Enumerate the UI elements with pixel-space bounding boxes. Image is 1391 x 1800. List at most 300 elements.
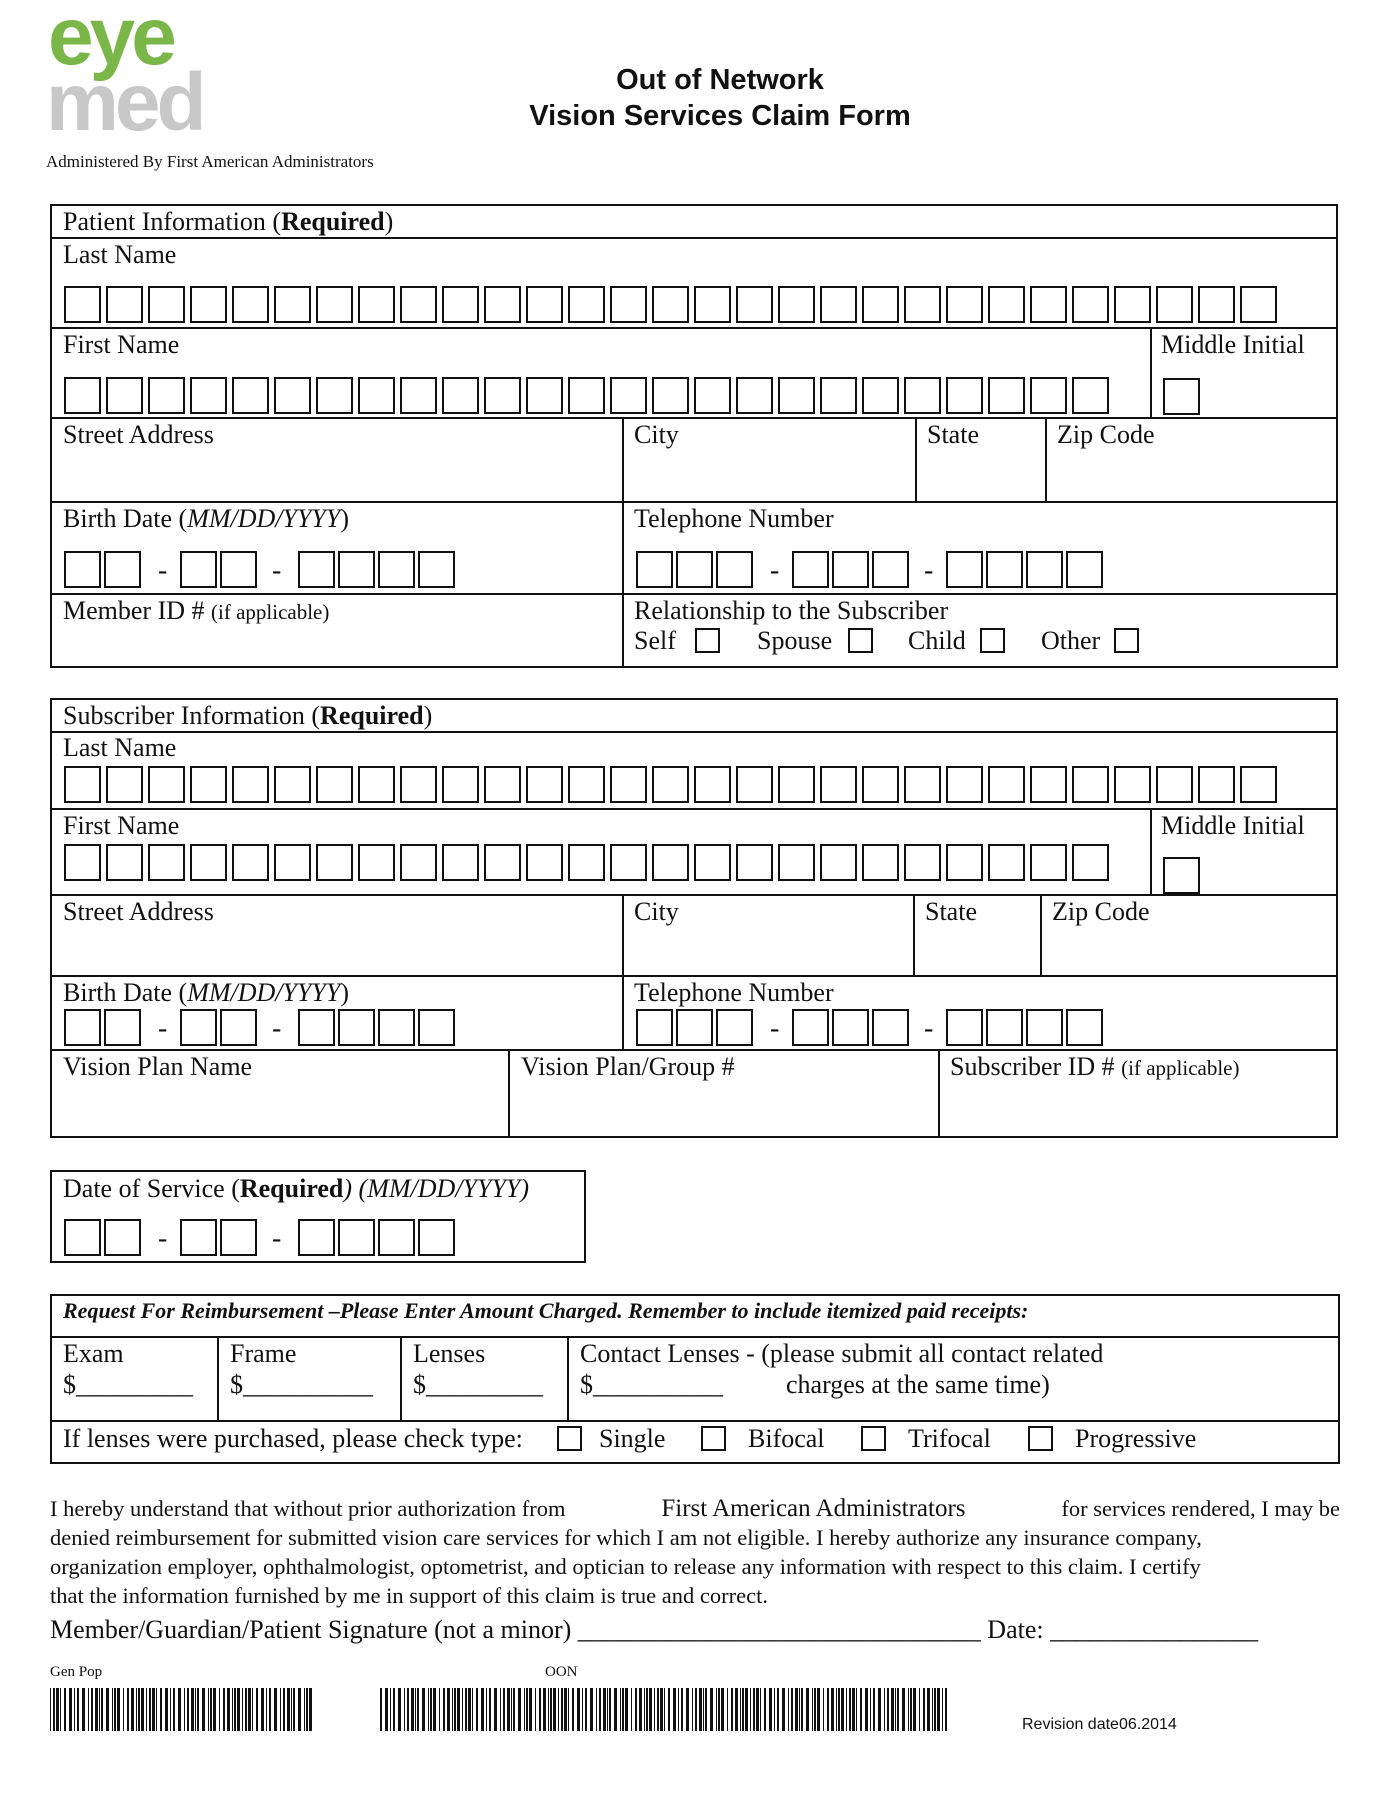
- barcode-bar: [753, 1688, 755, 1731]
- letter-box[interactable]: [652, 286, 689, 323]
- barcode-bar: [261, 1688, 264, 1731]
- letter-box[interactable]: [358, 844, 395, 881]
- subscriber-telephone-label: Telephone Number: [634, 978, 834, 1007]
- barcode-bar: [160, 1688, 162, 1731]
- letter-box[interactable]: [610, 844, 647, 881]
- barcode-bar: [742, 1688, 744, 1731]
- barcode-bar: [511, 1688, 512, 1731]
- rel-self-checkbox[interactable]: [695, 628, 720, 653]
- letter-box[interactable]: [316, 286, 353, 323]
- barcode-bar: [428, 1688, 429, 1731]
- barcode-bar: [635, 1688, 637, 1731]
- separator-dash: -: [770, 1013, 780, 1044]
- letter-box[interactable]: [442, 377, 479, 414]
- letter-box[interactable]: [484, 766, 521, 803]
- barcode-bar: [77, 1688, 79, 1731]
- letter-box[interactable]: [358, 377, 395, 414]
- authorization-line: that the information furnished by me in support of this claim is true and correct.: [50, 1583, 768, 1608]
- letter-box[interactable]: [862, 766, 899, 803]
- divider: [50, 894, 1338, 896]
- barcode-bar: [806, 1688, 809, 1731]
- barcode-bar: [187, 1688, 189, 1731]
- patient-middle-initial-box[interactable]: [1163, 378, 1200, 415]
- letter-box[interactable]: [904, 377, 941, 414]
- barcode-bar: [447, 1688, 450, 1731]
- letter-box[interactable]: [946, 377, 983, 414]
- logo-med-text: med: [46, 57, 203, 134]
- date-digit-box[interactable]: [418, 551, 455, 588]
- birth-date-format: MM/DD/YYYY: [187, 978, 341, 1007]
- letter-box[interactable]: [820, 766, 857, 803]
- rel-self-label: Self: [634, 626, 676, 655]
- barcode-bar: [173, 1688, 175, 1731]
- letter-box[interactable]: [64, 844, 101, 881]
- phone-digit-box[interactable]: [792, 1009, 829, 1046]
- letter-box[interactable]: [610, 766, 647, 803]
- letter-box[interactable]: [106, 377, 143, 414]
- date-digit-box[interactable]: [220, 1009, 257, 1046]
- barcode-bar: [860, 1688, 862, 1731]
- barcode-bar: [841, 1688, 844, 1731]
- letter-box[interactable]: [190, 766, 227, 803]
- divider: [508, 1049, 510, 1138]
- barcode-bar: [178, 1688, 181, 1731]
- phone-digit-box[interactable]: [986, 551, 1023, 588]
- barcode-bar: [823, 1688, 824, 1731]
- phone-digit-box[interactable]: [1026, 551, 1063, 588]
- barcode-bar: [564, 1688, 567, 1731]
- barcode-bar: [131, 1688, 134, 1731]
- barcode-bar: [582, 1688, 583, 1731]
- barcode-bar: [287, 1688, 290, 1731]
- letter-box[interactable]: [442, 844, 479, 881]
- letter-box[interactable]: [736, 844, 773, 881]
- bifocal-lens-checkbox[interactable]: [701, 1426, 726, 1451]
- phone-digit-box[interactable]: [1026, 1009, 1063, 1046]
- letter-box[interactable]: [652, 766, 689, 803]
- letter-box[interactable]: [358, 286, 395, 323]
- letter-box[interactable]: [400, 844, 437, 881]
- phone-digit-box[interactable]: [1066, 551, 1103, 588]
- contact-lenses-amount-field[interactable]: $__________: [580, 1370, 723, 1399]
- birth-date-text: Birth Date (: [63, 504, 188, 533]
- signature-line[interactable]: Member/Guardian/Patient Signature (not a minor) _______________________________ Date: ________________: [50, 1615, 1259, 1644]
- barcode-bar: [599, 1688, 601, 1731]
- letter-box[interactable]: [232, 844, 269, 881]
- date-digit-box[interactable]: [104, 551, 141, 588]
- subscriber-birth-date-label: Birth Date (MM/DD/YYYY): [63, 978, 350, 1007]
- letter-box[interactable]: [148, 766, 185, 803]
- birth-date-format: MM/DD/YYYY: [187, 504, 341, 533]
- barcode-bar: [902, 1688, 905, 1731]
- date-digit-box[interactable]: [378, 1009, 415, 1046]
- date-digit-box[interactable]: [180, 1219, 217, 1256]
- barcode-bar: [149, 1688, 151, 1731]
- letter-box[interactable]: [526, 377, 563, 414]
- letter-box[interactable]: [274, 766, 311, 803]
- barcode-bar: [937, 1688, 940, 1731]
- letter-box[interactable]: [862, 286, 899, 323]
- barcode-bar: [769, 1688, 772, 1731]
- barcode-bar: [923, 1688, 925, 1731]
- barcode-bar: [476, 1688, 478, 1731]
- phone-digit-box[interactable]: [676, 551, 713, 588]
- date-digit-box[interactable]: [64, 551, 101, 588]
- letter-box[interactable]: [988, 286, 1025, 323]
- divider: [50, 501, 1338, 503]
- letter-box[interactable]: [1198, 766, 1235, 803]
- letter-box[interactable]: [1030, 286, 1067, 323]
- barcode-bar: [494, 1688, 497, 1731]
- letter-box[interactable]: [862, 844, 899, 881]
- letter-box[interactable]: [694, 377, 731, 414]
- letter-box[interactable]: [904, 286, 941, 323]
- barcode-bar: [266, 1688, 267, 1731]
- date-digit-box[interactable]: [64, 1219, 101, 1256]
- date-digit-box[interactable]: [418, 1219, 455, 1256]
- barcode-bar: [101, 1688, 103, 1731]
- subscriber-middle-initial-box[interactable]: [1163, 857, 1200, 894]
- rel-spouse-checkbox[interactable]: [848, 628, 873, 653]
- barcode-bar: [242, 1688, 243, 1731]
- letter-box[interactable]: [526, 844, 563, 881]
- subscriber-city-label: City: [634, 897, 679, 926]
- date-digit-box[interactable]: [378, 551, 415, 588]
- date-digit-box[interactable]: [220, 551, 257, 588]
- date-digit-box[interactable]: [298, 1009, 335, 1046]
- letter-box[interactable]: [1198, 286, 1235, 323]
- exam-label: Exam: [63, 1339, 124, 1368]
- phone-digit-box[interactable]: [636, 551, 673, 588]
- barcode-bar: [620, 1688, 621, 1731]
- patient-first-name-label: First Name: [63, 330, 180, 359]
- section-close: ): [384, 207, 394, 236]
- letter-box[interactable]: [1072, 844, 1109, 881]
- barcode-bar: [457, 1688, 460, 1731]
- letter-box[interactable]: [694, 766, 731, 803]
- letter-box[interactable]: [484, 286, 521, 323]
- vision-plan-group-label: Vision Plan/Group #: [521, 1052, 735, 1081]
- letter-box[interactable]: [1072, 286, 1109, 323]
- letter-box[interactable]: [190, 844, 227, 881]
- patient-middle-initial-label: Middle Initial: [1161, 330, 1305, 359]
- letter-box[interactable]: [316, 844, 353, 881]
- letter-box[interactable]: [568, 377, 605, 414]
- phone-digit-box[interactable]: [792, 551, 829, 588]
- letter-box[interactable]: [820, 844, 857, 881]
- barcode-bar: [293, 1688, 295, 1731]
- letter-box[interactable]: [400, 377, 437, 414]
- date-digit-box[interactable]: [64, 1009, 101, 1046]
- phone-digit-box[interactable]: [872, 1009, 909, 1046]
- exam-amount-field[interactable]: $_________: [63, 1370, 193, 1399]
- phone-digit-box[interactable]: [872, 551, 909, 588]
- barcode-bar: [123, 1688, 124, 1731]
- barcode-bar: [306, 1688, 308, 1731]
- revision-date: Revision date06.2014: [1022, 1716, 1177, 1733]
- letter-box[interactable]: [64, 377, 101, 414]
- barcode-bar: [481, 1688, 484, 1731]
- letter-box[interactable]: [232, 377, 269, 414]
- barcode-bar: [526, 1688, 528, 1731]
- lenses-amount-field[interactable]: $_________: [413, 1370, 543, 1399]
- frame-amount-field[interactable]: $__________: [230, 1370, 373, 1399]
- barcode-bar: [82, 1688, 85, 1731]
- letter-box[interactable]: [946, 766, 983, 803]
- patient-telephone-label: Telephone Number: [634, 504, 834, 533]
- barcode-bar: [849, 1688, 851, 1731]
- letter-box[interactable]: [274, 844, 311, 881]
- letter-box[interactable]: [820, 286, 857, 323]
- barcode-bar: [695, 1688, 697, 1731]
- date-digit-box[interactable]: [220, 1219, 257, 1256]
- date-digit-box[interactable]: [180, 1009, 217, 1046]
- barcode-bar: [631, 1688, 632, 1731]
- letter-box[interactable]: [1030, 844, 1067, 881]
- letter-box[interactable]: [232, 766, 269, 803]
- barcode-bar: [649, 1688, 652, 1731]
- phone-digit-box[interactable]: [986, 1009, 1023, 1046]
- auth-company: First American Administrators: [661, 1495, 966, 1522]
- letter-box[interactable]: [64, 766, 101, 803]
- letter-box[interactable]: [358, 766, 395, 803]
- separator-dash: -: [158, 555, 168, 586]
- phone-digit-box[interactable]: [946, 1009, 983, 1046]
- phone-digit-box[interactable]: [716, 551, 753, 588]
- letter-box[interactable]: [1072, 766, 1109, 803]
- divider: [915, 417, 917, 501]
- barcode-bar: [309, 1688, 312, 1731]
- letter-box[interactable]: [484, 844, 521, 881]
- barcode-bar: [639, 1688, 642, 1731]
- barcode-bar: [660, 1688, 663, 1731]
- letter-box[interactable]: [442, 766, 479, 803]
- date-digit-box[interactable]: [378, 1219, 415, 1256]
- barcode-bar: [887, 1688, 889, 1731]
- barcode-bar: [750, 1688, 751, 1731]
- separator-dash: -: [272, 555, 282, 586]
- barcode-bar: [274, 1688, 277, 1731]
- barcode-bar: [718, 1688, 720, 1731]
- letter-box[interactable]: [652, 844, 689, 881]
- letter-box[interactable]: [568, 766, 605, 803]
- letter-box[interactable]: [400, 766, 437, 803]
- barcode-bar: [99, 1688, 100, 1731]
- date-digit-box[interactable]: [104, 1009, 141, 1046]
- phone-digit-box[interactable]: [832, 1009, 869, 1046]
- barcode-bar: [210, 1688, 212, 1731]
- barcode-bar: [472, 1688, 473, 1731]
- letter-box[interactable]: [232, 286, 269, 323]
- barcode-bar: [291, 1688, 292, 1731]
- letter-box[interactable]: [988, 766, 1025, 803]
- barcode-bar: [550, 1688, 552, 1731]
- barcode-bar: [735, 1688, 738, 1731]
- letter-box[interactable]: [652, 377, 689, 414]
- letter-box[interactable]: [736, 377, 773, 414]
- barcode-bar: [878, 1688, 881, 1731]
- barcode-bar: [422, 1688, 425, 1731]
- progressive-lens-label: Progressive: [1075, 1424, 1197, 1453]
- barcode-bar: [390, 1688, 391, 1731]
- letter-box[interactable]: [568, 844, 605, 881]
- date-digit-box[interactable]: [338, 551, 375, 588]
- progressive-lens-checkbox[interactable]: [1028, 1426, 1053, 1451]
- barcode-bar: [524, 1688, 525, 1731]
- letter-box[interactable]: [106, 766, 143, 803]
- barcode-bar: [91, 1688, 93, 1731]
- barcode-bar: [170, 1688, 171, 1731]
- letter-box[interactable]: [400, 286, 437, 323]
- barcode-bar: [452, 1688, 453, 1731]
- single-lens-checkbox[interactable]: [557, 1426, 582, 1451]
- barcode-bar: [197, 1688, 199, 1731]
- letter-box[interactable]: [1030, 377, 1067, 414]
- divider: [217, 1336, 219, 1420]
- phone-digit-box[interactable]: [1066, 1009, 1103, 1046]
- contact-lenses-note: charges at the same time): [786, 1370, 1050, 1399]
- barcode-bar: [398, 1688, 401, 1731]
- date-digit-box[interactable]: [298, 1219, 335, 1256]
- letter-box[interactable]: [316, 766, 353, 803]
- barcode-bar: [529, 1688, 532, 1731]
- barcode-bar: [699, 1688, 702, 1731]
- letter-box[interactable]: [946, 286, 983, 323]
- letter-box[interactable]: [778, 844, 815, 881]
- date-digit-box[interactable]: [338, 1009, 375, 1046]
- divider: [400, 1336, 402, 1420]
- letter-box[interactable]: [190, 286, 227, 323]
- phone-digit-box[interactable]: [676, 1009, 713, 1046]
- trifocal-lens-checkbox[interactable]: [861, 1426, 886, 1451]
- letter-box[interactable]: [778, 377, 815, 414]
- letter-box[interactable]: [316, 377, 353, 414]
- subscriber-id-label: [950, 1053, 1240, 1082]
- letter-box[interactable]: [736, 286, 773, 323]
- barcode-bar: [280, 1688, 281, 1731]
- auth-text: for services rendered, I may be: [1061, 1496, 1340, 1521]
- gen-pop-label: Gen Pop: [50, 1664, 103, 1680]
- required-label: Required: [281, 207, 385, 236]
- subscriber-section-title: [63, 702, 432, 730]
- date-digit-box[interactable]: [298, 551, 335, 588]
- letter-box[interactable]: [442, 286, 479, 323]
- subscriber-state-label: State: [925, 897, 977, 926]
- barcode-bar: [764, 1688, 766, 1731]
- barcode-bar: [513, 1688, 515, 1731]
- barcode-bar: [64, 1688, 66, 1731]
- letter-box[interactable]: [148, 377, 185, 414]
- letter-box[interactable]: [988, 844, 1025, 881]
- letter-box[interactable]: [1156, 766, 1193, 803]
- letter-box[interactable]: [1072, 377, 1109, 414]
- letter-box[interactable]: [904, 766, 941, 803]
- phone-digit-box[interactable]: [832, 551, 869, 588]
- barcode-bar: [127, 1688, 129, 1731]
- barcode-bar: [468, 1688, 471, 1731]
- letter-box[interactable]: [1114, 766, 1151, 803]
- rel-child-checkbox[interactable]: [980, 628, 1005, 653]
- letter-box[interactable]: [1156, 286, 1193, 323]
- barcode-bar: [756, 1688, 759, 1731]
- barcode-bar: [500, 1688, 501, 1731]
- dos-format: ) (MM/DD/YYYY): [343, 1174, 530, 1203]
- letter-box[interactable]: [1240, 766, 1277, 803]
- letter-box[interactable]: [148, 844, 185, 881]
- letter-box[interactable]: [694, 844, 731, 881]
- date-digit-box[interactable]: [418, 1009, 455, 1046]
- letter-box[interactable]: [190, 377, 227, 414]
- letter-box[interactable]: [106, 844, 143, 881]
- letter-box[interactable]: [1240, 286, 1277, 323]
- phone-digit-box[interactable]: [636, 1009, 673, 1046]
- section-label: Patient Information (: [63, 207, 282, 236]
- barcode-bar: [60, 1688, 61, 1731]
- letter-box[interactable]: [778, 286, 815, 323]
- barcode-bar: [692, 1688, 693, 1731]
- date-digit-box[interactable]: [180, 551, 217, 588]
- letter-box[interactable]: [610, 286, 647, 323]
- patient-street-label: Street Address: [63, 420, 214, 449]
- letter-box[interactable]: [694, 286, 731, 323]
- letter-box[interactable]: [610, 377, 647, 414]
- barcode-bar: [908, 1688, 909, 1731]
- letter-box[interactable]: [274, 377, 311, 414]
- letter-box[interactable]: [904, 844, 941, 881]
- barcode-bar: [884, 1688, 885, 1731]
- letter-box[interactable]: [526, 286, 563, 323]
- letter-box[interactable]: [526, 766, 563, 803]
- barcode-bar: [827, 1688, 829, 1731]
- letter-box[interactable]: [988, 377, 1025, 414]
- letter-box[interactable]: [862, 377, 899, 414]
- date-digit-box[interactable]: [104, 1219, 141, 1256]
- barcode-bar: [256, 1688, 258, 1731]
- divider: [50, 237, 1338, 239]
- barcode-bar: [910, 1688, 912, 1731]
- barcode-bar: [404, 1688, 405, 1731]
- barcode-bar: [439, 1688, 440, 1731]
- letter-box[interactable]: [148, 286, 185, 323]
- phone-digit-box[interactable]: [946, 551, 983, 588]
- barcode-bar: [731, 1688, 733, 1731]
- letter-box[interactable]: [568, 286, 605, 323]
- barcode: [50, 1688, 316, 1731]
- barcode-bar: [136, 1688, 137, 1731]
- rel-other-checkbox[interactable]: [1114, 628, 1139, 653]
- date-digit-box[interactable]: [338, 1219, 375, 1256]
- letter-box[interactable]: [64, 286, 101, 323]
- letter-box[interactable]: [736, 766, 773, 803]
- divider: [1040, 894, 1042, 975]
- barcode-bar: [69, 1688, 72, 1731]
- barcode-bar: [95, 1688, 98, 1731]
- letter-box[interactable]: [484, 377, 521, 414]
- letter-box[interactable]: [106, 286, 143, 323]
- barcode-bar: [831, 1688, 834, 1731]
- barcode-bar: [942, 1688, 943, 1731]
- letter-box[interactable]: [1114, 286, 1151, 323]
- barcode-bar: [716, 1688, 717, 1731]
- barcode-bar: [788, 1688, 789, 1731]
- phone-digit-box[interactable]: [716, 1009, 753, 1046]
- letter-box[interactable]: [274, 286, 311, 323]
- letter-box[interactable]: [1030, 766, 1067, 803]
- letter-box[interactable]: [946, 844, 983, 881]
- letter-box[interactable]: [820, 377, 857, 414]
- divider: [50, 417, 1338, 419]
- letter-box[interactable]: [778, 766, 815, 803]
